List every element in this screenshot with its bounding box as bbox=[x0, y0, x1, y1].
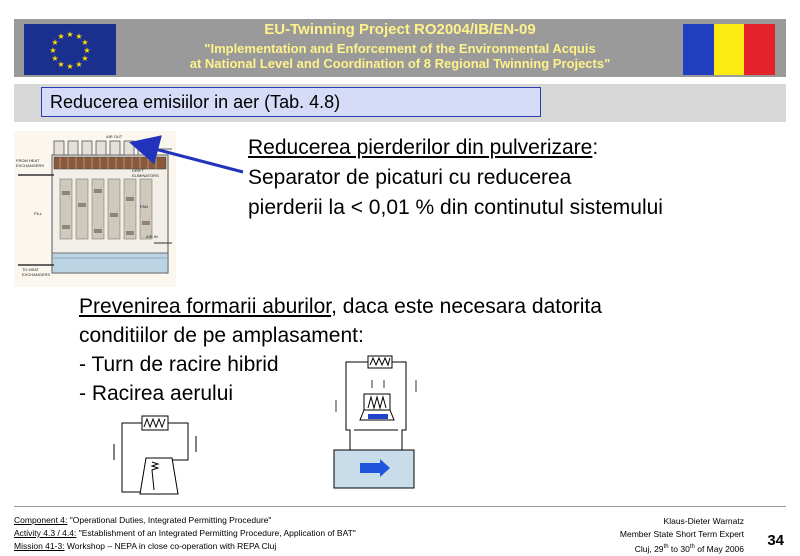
footer-component-text: "Operational Duties, Integrated Permitting Procedure" bbox=[67, 515, 272, 525]
footer-left bbox=[14, 514, 356, 553]
footer-right bbox=[620, 515, 744, 556]
svg-text:★: ★ bbox=[66, 62, 74, 71]
tower-label-exchangers-2: EXCHANGERS bbox=[22, 272, 51, 277]
footer-divider bbox=[14, 506, 786, 507]
svg-text:★: ★ bbox=[51, 54, 59, 63]
tower-label-exchangers-1: EXCHANGERS bbox=[16, 163, 45, 168]
plume-item-hybrid: - Turn de racire hibrid bbox=[79, 353, 279, 376]
footer-expert-name: Klaus-Dieter Warnatz bbox=[663, 516, 744, 526]
footer-activity-label: Activity 4.3 / 4.4: bbox=[14, 528, 77, 538]
svg-text:★: ★ bbox=[51, 38, 59, 47]
hybrid-tower-diagram bbox=[328, 350, 424, 490]
plume-item-air-cooling: - Racirea aerului bbox=[79, 382, 234, 405]
footer-date: Cluj, 29th to 30th of May 2006 bbox=[634, 543, 744, 554]
tower-label-to-heat: TO HEAT bbox=[22, 267, 39, 272]
svg-text:★: ★ bbox=[49, 46, 57, 55]
plume-heading-rest: , daca este necesara datorita bbox=[331, 295, 602, 318]
svg-text:★: ★ bbox=[57, 60, 65, 69]
tower-label-fan: FAN bbox=[140, 204, 148, 209]
footer-mission-label: Mission 41-3: bbox=[14, 541, 65, 551]
svg-text:★: ★ bbox=[83, 46, 91, 55]
footer-component-label: Component 4: bbox=[14, 515, 68, 525]
svg-text:★: ★ bbox=[66, 30, 74, 39]
footer-activity-text: "Establishment of an Integrated Permitting Procedure, Application of BAT" bbox=[76, 528, 356, 538]
tower-label-air-in: AIR IN bbox=[146, 234, 158, 239]
tower-label-eliminators: ELIMINATORS bbox=[132, 173, 159, 178]
svg-text:★: ★ bbox=[75, 32, 83, 41]
air-cooling-diagram bbox=[110, 408, 200, 500]
footer-expert-role: Member State Short Term Expert bbox=[619, 529, 744, 539]
project-subtitle-line2: at National Level and Coordination of 8 Regional Twinning Projects" bbox=[189, 56, 611, 71]
drift-loss-colon: : bbox=[592, 136, 599, 159]
tower-label-drift: DRIFT bbox=[132, 168, 144, 173]
tower-label-air-out: AIR OUT bbox=[106, 134, 123, 139]
footer-mission-text: Workshop – NEPA in close co-operation with REPA Cluj bbox=[64, 541, 277, 551]
page-number: 34 bbox=[767, 532, 784, 549]
drift-loss-line-2: Separator de picaturi cu reducerea bbox=[248, 166, 572, 189]
svg-text:★: ★ bbox=[75, 60, 83, 69]
slide-title: Reducerea emisiilor in aer (Tab. 4.8) bbox=[41, 87, 541, 117]
drift-loss-heading: Reducerea pierderilor din pulverizare bbox=[248, 136, 593, 159]
drift-loss-line-3: pierderii la < 0,01 % din continutul sistemului bbox=[248, 196, 663, 219]
drift-loss-text bbox=[248, 133, 663, 223]
plume-heading: Prevenirea formarii aburilor bbox=[79, 295, 332, 318]
project-subtitle-line1: "Implementation and Enforcement of the Environmental Acquis bbox=[204, 41, 596, 56]
svg-text:★: ★ bbox=[81, 38, 89, 47]
plume-line-2: conditiilor de pe amplasament: bbox=[79, 324, 364, 347]
svg-text:★: ★ bbox=[57, 32, 65, 41]
project-title: EU-Twinning Project RO2004/IB/EN-09 bbox=[264, 21, 536, 38]
tower-label-fill: FILL bbox=[34, 211, 43, 216]
tower-label-from-heat: FROM HEAT bbox=[16, 158, 40, 163]
svg-text:★: ★ bbox=[81, 54, 89, 63]
